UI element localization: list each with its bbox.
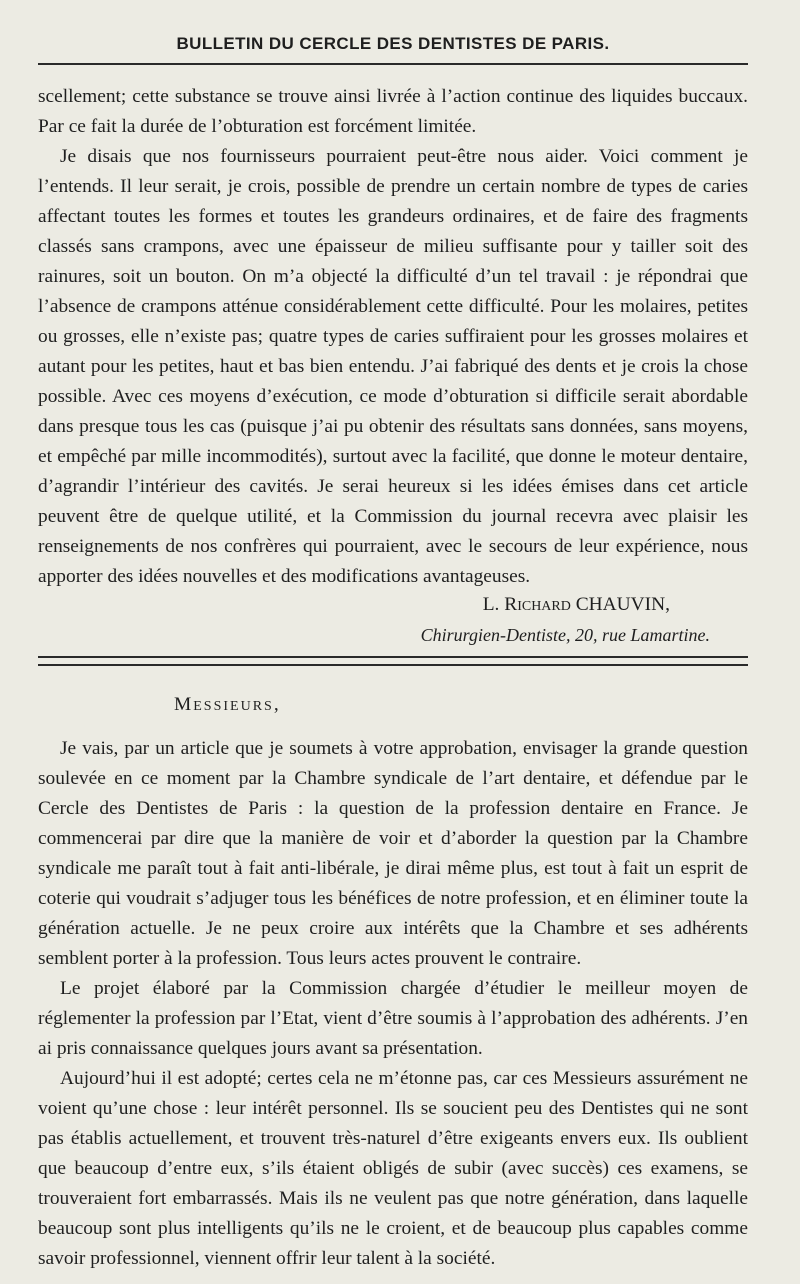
- author-last-name: CHAUVIN,: [575, 594, 670, 615]
- article-chauvin-body: [38, 82, 748, 592]
- section-divider: [38, 656, 748, 666]
- author-initial: L.: [482, 594, 500, 615]
- salutation: Messieurs,: [174, 694, 281, 715]
- paragraph: Aujourd’hui il est adopté; certes cela ne m’étonne pas, car ces Messieurs assurément ne voient qu’une chose : leur intérêt personnel. Ils se soucient peu des Dentistes qui ne sont pas établis actuellement, et trouvent très-naturel d’être exigeants envers eux. Ils oublient que beaucoup d’entre eux, s’ils étaient obligés de subir (avec succès) ces examens, se trouveraient fort embarrassés. Mais ils ne veulent pas que notre génération, dans laquelle beaucoup sont plus intelligents qu’ils ne le croient, et de beaucoup plus capables comme savoir professionnel, viennent offrir leur talent à la société.: [38, 1068, 748, 1269]
- paragraph: Je vais, par un article que je soumets à votre approbation, envisager la grande question soulevée en ce moment par la Chambre syndicale de l’art dentaire, et défendue par le Cercle des Dentistes de Paris : la question de la profession dentaire en France. Je commencerai par dire que la manière de voir et d’aborder la question par la Chambre syndicale me paraît tout à fait anti-libérale, je dirai même plus, est tout à fait un esprit de coterie qui voudrait s’adjuger tous les bénéfices de notre profession, et en éliminer toute la génération actuelle. Je ne peux croire aux intérêts que la Chambre et ses adhérents semblent porter à la profession. Tous leurs actes prouvent le contraire.: [38, 738, 748, 969]
- signature-block: [38, 590, 710, 650]
- author-name: [38, 590, 710, 620]
- running-header: BULLETIN DU CERCLE DES DENTISTES DE PARIS.: [176, 34, 610, 53]
- header-rule: [38, 63, 748, 65]
- paragraph: Le projet élaboré par la Commission chargée d’étudier le meilleur moyen de réglementer la profession par l’Etat, vient d’être soumis à l’approbation des adhérents. J’en ai pris connaissance quelques jours avant sa présentation.: [38, 978, 748, 1059]
- paragraph: Je disais que nos fournisseurs pourraient peut-être nous aider. Voici comment je l’entends. Il leur serait, je crois, possible de prendre un certain nombre de types de caries affectant toutes les formes et toutes les grandeurs ordinaires, et de faire des fragments classés sans crampons, avec une épaisseur de milieu suffisante pour y tailler soit des rainures, soit un bouton. On m’a objecté la difficulté d’un tel travail : je répondrai que l’absence de crampons atténue considérablement cette difficulté. Pour les molaires, petites ou grosses, elle n’existe pas; quatre types de caries suffiraient pour les grosses molaires et autant pour les petites, haut et bas bien entendu. J’ai fabriqué des dents et je crois la chose possible. Avec ces moyens d’exécution, ce mode d’obturation si difficile serait abordable dans presque tous les cas (puisque j’ai pu obtenir des résultats sans données, sans moyens, et empêché par mille incommodités), surtout avec la facilité, que donne le moteur dentaire, d’agrandir l’intérieur des cavités. Je serai heureux si les idées émises dans cet article peuvent être de quelque utilité, et la Commission du journal recevra avec plaisir les renseignements de nos confrères qui pourraient, avec le secours de leur expérience, nous apporter des idées nouvelles et des modifications avantageuses.: [38, 146, 748, 587]
- author-first-name: Richard: [504, 594, 571, 615]
- article-profession-body: [38, 734, 748, 1274]
- paragraph: scellement; cette substance se trouve ainsi livrée à l’action continue des liquides buccaux. Par ce fait la durée de l’obturation est forcément limitée.: [38, 86, 748, 137]
- author-address: Chirurgien-Dentiste, 20, rue Lamartine.: [420, 625, 710, 645]
